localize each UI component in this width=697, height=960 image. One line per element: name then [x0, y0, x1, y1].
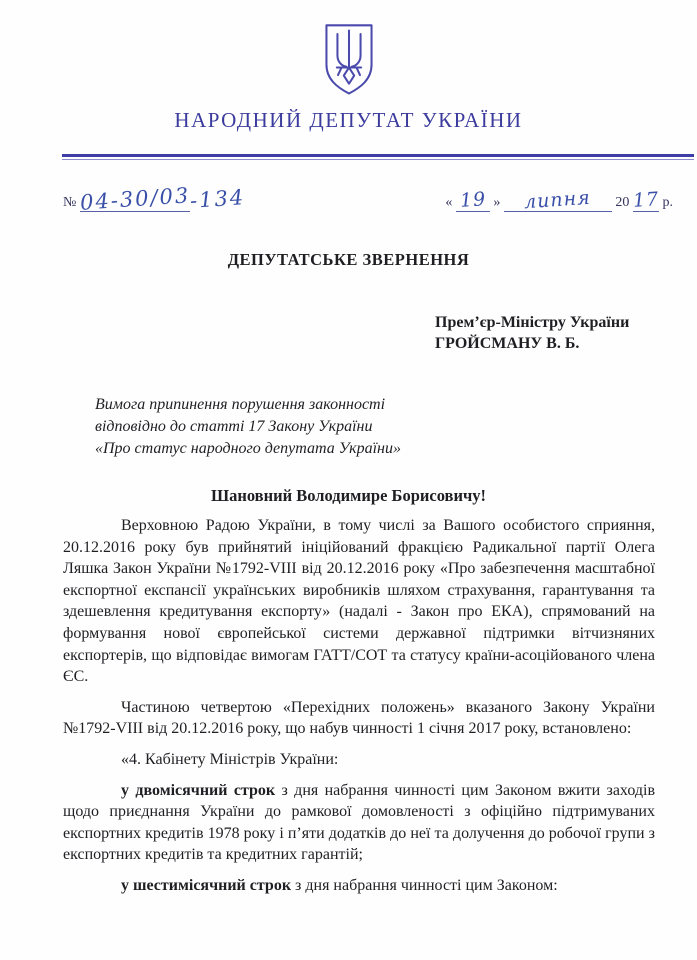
handwritten-number-suffix: -134 [189, 185, 247, 213]
day-blank [456, 189, 490, 212]
paragraph-4-lead: у двомісячний строк [121, 781, 276, 799]
paragraph-4-text: з дня набрання чинності цим Законом вжити заходів щодо приєднання України до рамкової домовленості з офіційно підтримуваних експортних кредитів 1978 року і п’яти додатків до неї та долучення до робочої групи з експортних кредитів та кредитних гарантій; [63, 781, 656, 864]
addressee-line-2: ГРОЙСМАНУ В. Б. [435, 335, 580, 352]
number-blank [79, 183, 191, 215]
paragraph-1 [63, 515, 655, 688]
divider-rule [62, 154, 694, 160]
letterhead-emblem [0, 0, 697, 102]
paragraph-1-text: Верховною Радою України, в тому числі за Вашого особистого сприяння, 20.12.2016 року був прийнятий ініційований фракцією Радикальної партії Олега Ляшка Закон України №1792-VIII від 20.12.2016 року «Про забезпечення масштабної експортної експансії українських виробників шляхом страхування, гарантування та здешевлення кредитування експорту» (надалі - Закон про ЕКА), спрямований на формування нової європейської системи державної підтримки вітчизняних експортерів, що відповідає вимогам ГАТТ/СОТ та статусу країни-асоційованого члена ЄС. [63, 517, 655, 686]
addressee-line-1: Прем’єр-Міністру України [435, 314, 630, 331]
paragraph-3 [63, 749, 655, 771]
letter-body [63, 515, 655, 897]
paragraph-2 [63, 697, 655, 740]
subject-line-3: «Про статус народного депутата України» [95, 440, 401, 457]
close-quote: » [493, 195, 501, 210]
open-quote: « [445, 195, 453, 210]
paragraph-5-lead: у шестимісячний строк [121, 876, 292, 894]
number-prefix-label: № [63, 195, 77, 210]
month-blank [504, 186, 612, 214]
salutation: Шановний Володимире Борисовичу! [210, 486, 487, 505]
subject-block [95, 394, 697, 460]
reference-row [63, 172, 673, 215]
ukraine-trident-icon [320, 23, 378, 97]
paragraph-3-text: «4. Кабінету Міністрів України: [121, 750, 339, 768]
addressee-block [435, 312, 640, 354]
reference-number [63, 183, 247, 215]
paragraph-4 [63, 780, 655, 866]
handwritten-month: липня [523, 186, 592, 214]
subject-line-1: Вимога припинення порушення законності [95, 396, 386, 413]
year-prefix-label: 20 [615, 195, 630, 210]
paragraph-5 [63, 875, 655, 897]
paragraph-2-text: Частиною четвертою «Перехідних положень» вказаного Закону України №1792-VIII від 20.12.2016 року, що набув чинності 1 січня 2017 року, встановлено: [63, 698, 655, 738]
paragraph-5-text: з дня набрання чинності цим Законом: [291, 876, 558, 894]
handwritten-year: 17 [632, 188, 660, 212]
letterhead-title: НАРОДНИЙ ДЕПУТАТ УКРАЇНИ [174, 108, 523, 132]
year-blank [633, 189, 659, 212]
handwritten-number: 04-30/03 [79, 183, 191, 215]
document-type-heading: ДЕПУТАТСЬКЕ ЗВЕРНЕННЯ [227, 250, 470, 269]
handwritten-day: 19 [458, 188, 487, 212]
subject-line-2: відповідно до статті 17 Закону України [95, 418, 373, 435]
reference-date [445, 186, 673, 214]
year-unit-label: р. [662, 195, 673, 210]
